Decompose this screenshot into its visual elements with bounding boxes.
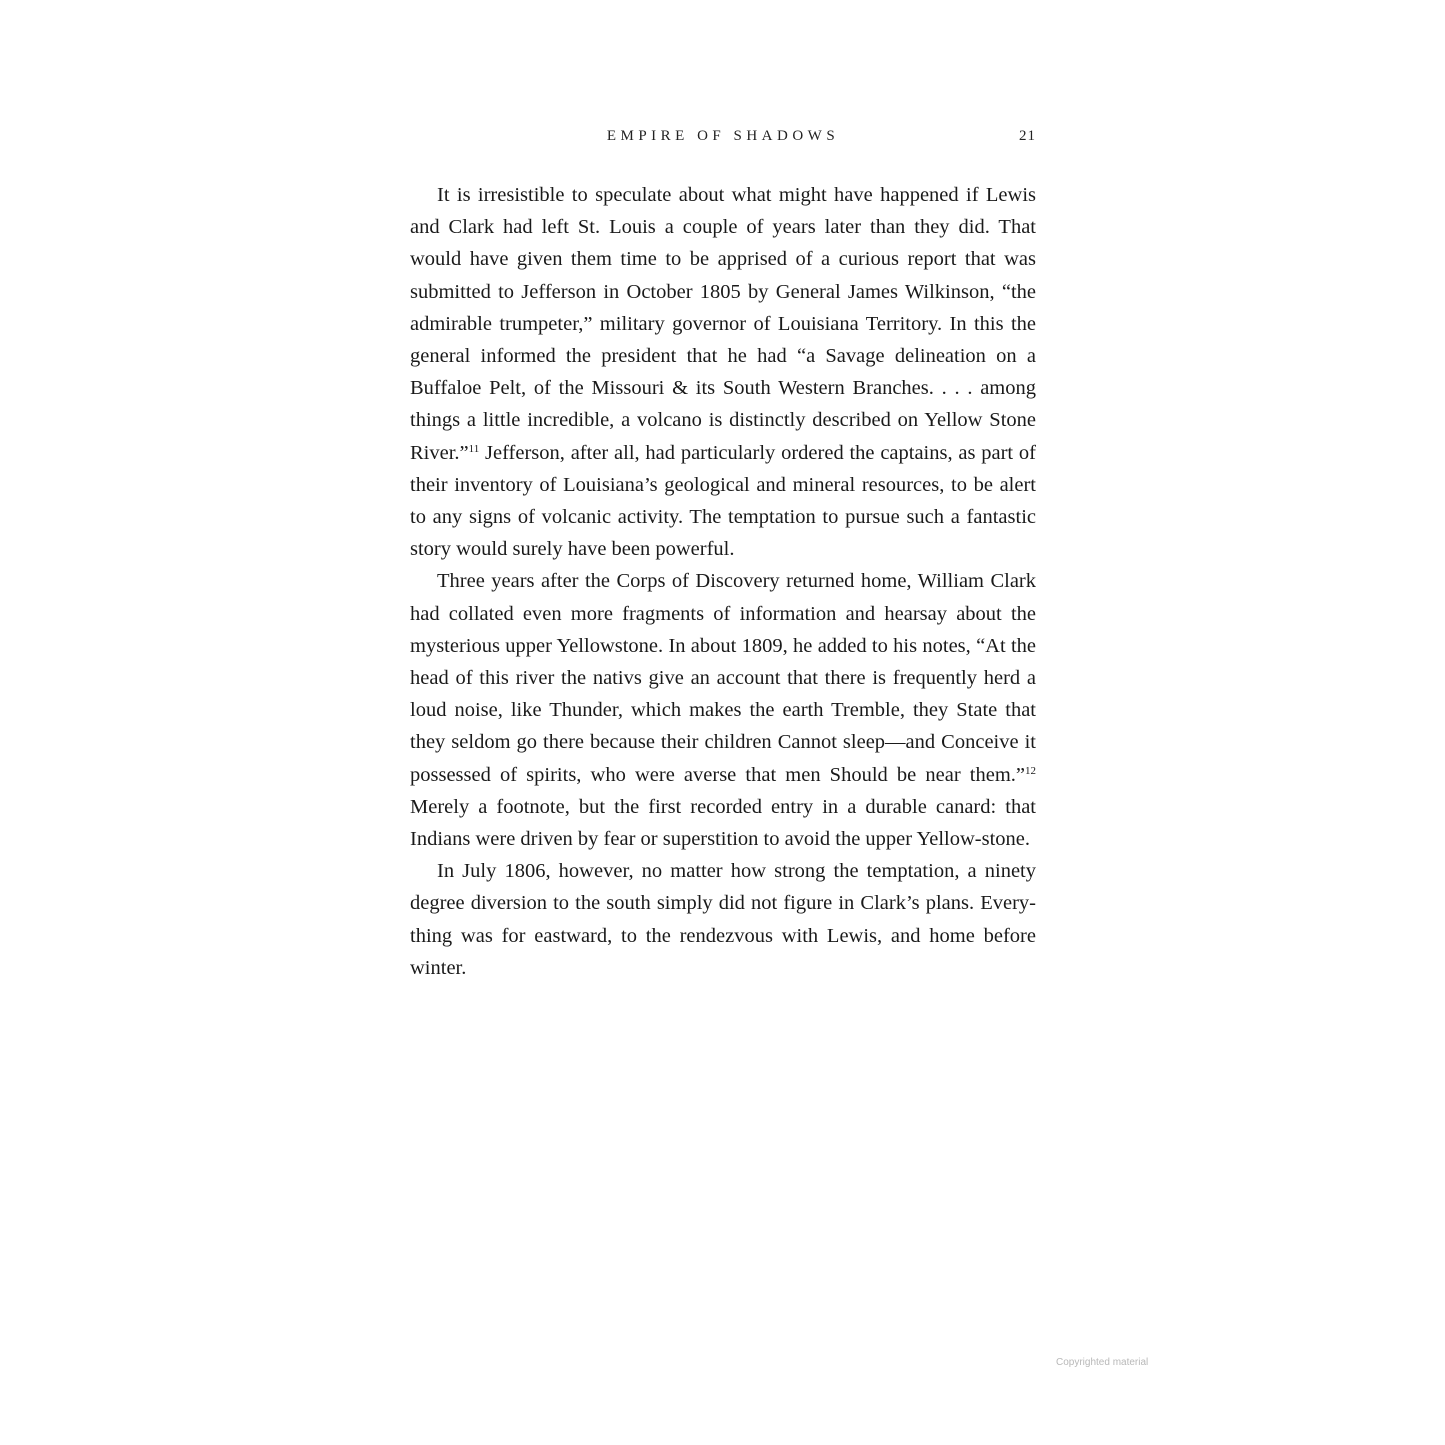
running-title: EMPIRE OF SHADOWS [606,128,840,144]
paragraph-1-text-a: It is irresistible to speculate about what might have happened if Lewis and Clark had left St. Louis a couple of years later than they did. That would have given them time to be apprised of a curious report that was submitted to Jefferson in October 1805 by General James Wilkinson, “the admirable trumpeter,” military governor of Louisiana Territory. In this the general informed the president that he had “a Savage delineation on a Buffaloe Pelt, of the Missouri & its South Western Branches. . . . among things a little incredible, a volcano is distinctly described on Yellow Stone River.” [410,184,1036,464]
paragraph-2 [410,565,1036,855]
paragraph-1 [410,179,1036,565]
paragraph-2-text-a: Three years after the Corps of Discovery returned home, William Clark had collated even more fragments of information and hearsay about the mysterious upper Yellowstone. In about 1809, he added to his notes, “At the head of this river the nativs give an account that there is frequently herd a loud noise, like Thunder, which makes the earth Tremble, they State that they seldom go there because their children Cannot sleep—and Conceive it possessed of spirits, who were averse that men Should be near them.” [410,570,1036,786]
paragraph-2-text-b: Merely a footnote, but the first recorded entry in a durable canard: that Indians were driven by fear or superstition to avoid the upper Yellow-stone. [410,795,1036,851]
paragraph-3: In July 1806, however, no matter how strong the temptation, a ninety degree diversion to the south simply did not figure in Clark’s plans. Every-thing was for eastward, to the rendezvous with Lewis, and home before winter. [410,860,1036,979]
paragraph-1-text-b: Jefferson, after all, had particularly ordered the captains, as part of their inventory of Louisiana’s geological and mineral resources, to be alert to any signs of volcanic activity. The temptation to pursue such a fantastic story would surely have been powerful. [410,441,1036,561]
footnote-ref-12: 12 [1025,764,1036,777]
copyright-notice: Copyrighted material [1056,1357,1149,1368]
body-text [410,179,1036,984]
running-head [410,128,1036,152]
footnote-ref-11: 11 [468,442,480,455]
page-number: 21 [1019,128,1036,144]
